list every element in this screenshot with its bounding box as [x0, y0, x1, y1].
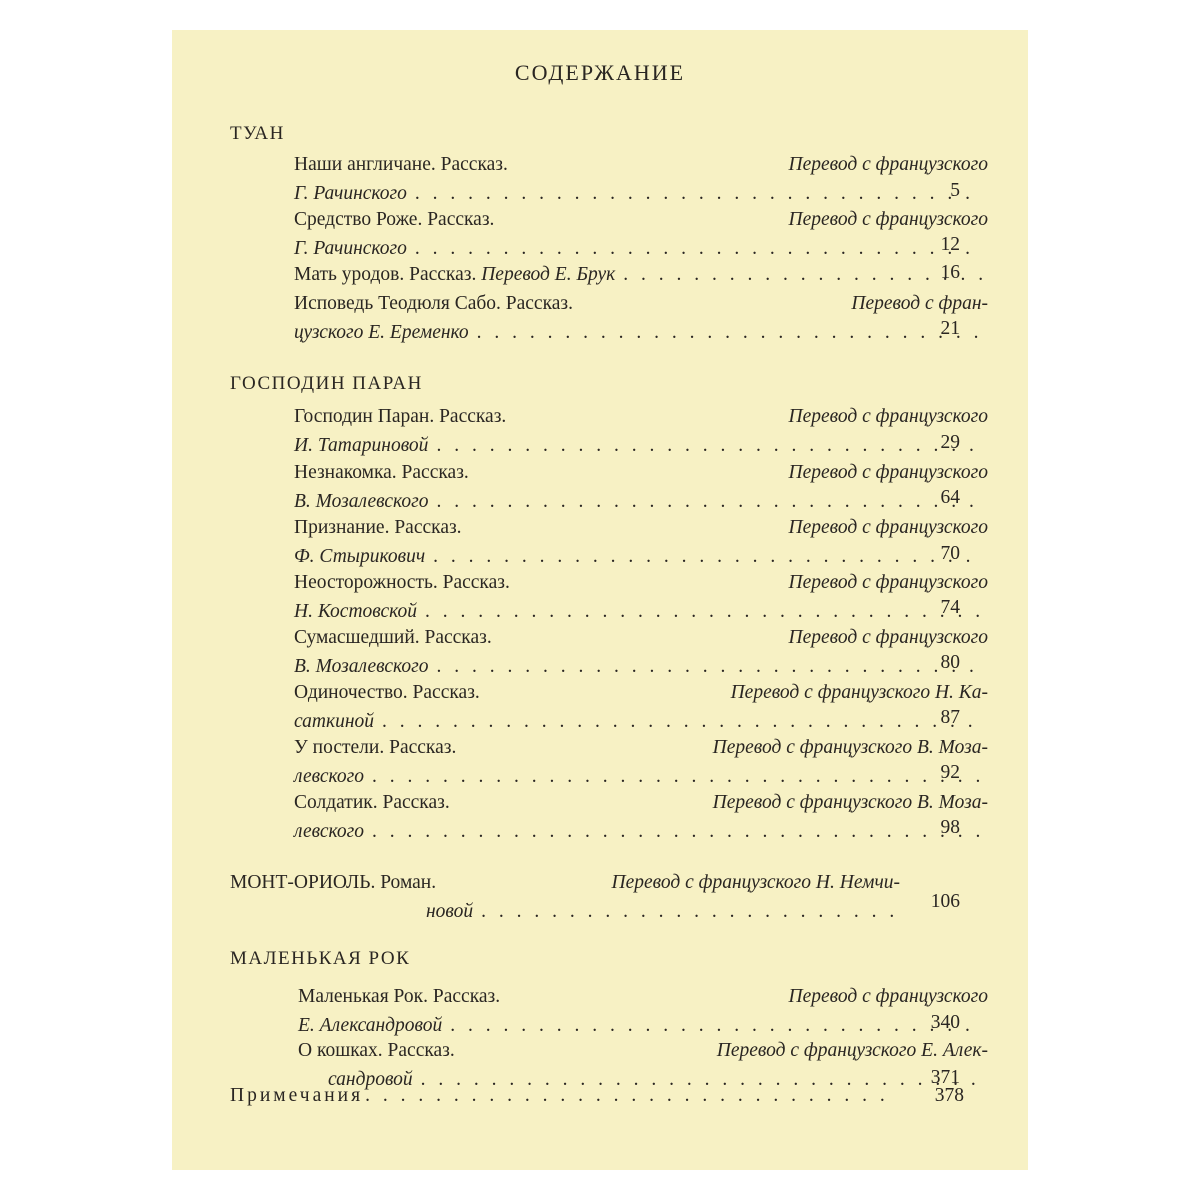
- section-heading: МАЛЕНЬКАЯ РОК: [230, 948, 411, 969]
- entry-translator: Перевод с французского: [788, 627, 988, 648]
- entry-title: Средство Роже. Рассказ.: [294, 209, 495, 230]
- toc-entry: [294, 150, 988, 208]
- leader-dots: [365, 1085, 896, 1107]
- book-page: [172, 30, 1028, 1170]
- leader-dots: [382, 707, 982, 736]
- toc-entry: [294, 678, 988, 736]
- page-number: 98: [940, 817, 960, 838]
- entry-title: Незнакомка. Рассказ.: [294, 462, 469, 483]
- entry-title: У постели. Рассказ.: [294, 737, 457, 758]
- entry-continuation: И. Татариновой: [294, 435, 429, 456]
- entry-translator: Перевод с французского: [788, 462, 988, 483]
- page-number: 12: [940, 234, 960, 255]
- toc-entry: [294, 513, 988, 571]
- page-number: 16: [940, 262, 960, 283]
- entry-continuation: цузского Е. Еременко: [294, 322, 469, 343]
- entry-continuation: Г. Рачинского: [294, 183, 407, 204]
- leader-dots: [372, 817, 982, 846]
- entry-continuation: новой: [426, 901, 474, 922]
- page-number: 74: [940, 597, 960, 618]
- entry-title: Исповедь Теодюля Сабо. Рассказ.: [294, 293, 573, 314]
- leader-dots: [481, 897, 894, 926]
- entry-translator: Перевод с французского Н. Немчи-: [611, 872, 900, 893]
- page-number: 29: [940, 432, 960, 453]
- leader-dots: [415, 234, 982, 263]
- entry-continuation: левского: [294, 766, 364, 787]
- page-number: 87: [940, 707, 960, 728]
- entry-continuation: Е. Александровой: [298, 1015, 443, 1036]
- toc-entry: [294, 788, 988, 846]
- entry-translator: Перевод с французского В. Моза-: [712, 792, 988, 813]
- entry-title: Солдатик. Рассказ.: [294, 792, 450, 813]
- page-number: 64: [940, 487, 960, 508]
- toc-entry-notes: [230, 1085, 964, 1107]
- entry-title: О кошках. Рассказ.: [298, 1040, 455, 1061]
- page-number: 378: [934, 1085, 964, 1106]
- entry-continuation: сандровой: [328, 1069, 413, 1090]
- entry-title: МОНТ-ОРИОЛЬ. Роман.: [230, 872, 437, 893]
- entry-continuation: В. Мозалевского: [294, 656, 429, 677]
- entry-translator: Перевод Е. Брук: [481, 264, 616, 285]
- toc-entry: [294, 458, 988, 516]
- entry-translator: Перевод с французского: [788, 986, 988, 1007]
- page-number: 340: [930, 1012, 960, 1033]
- leader-dots: [415, 179, 982, 208]
- entry-translator: Перевод с французского: [788, 406, 988, 427]
- toc-entry: [294, 289, 988, 347]
- entry-translator: Перевод с фран-: [851, 293, 988, 314]
- entry-title: Неосторожность. Рассказ.: [294, 572, 510, 593]
- page-number: 106: [930, 891, 960, 912]
- entry-title: Маленькая Рок. Рассказ.: [298, 986, 501, 1007]
- toc-entry: [294, 205, 988, 263]
- entry-title: Наши англичане. Рассказ.: [294, 154, 508, 175]
- entry-title: Мать уродов. Рассказ.: [294, 264, 477, 285]
- entry-continuation: саткиной: [294, 711, 375, 732]
- entry-translator: Перевод с французского Н. Ка-: [730, 682, 988, 703]
- toc-entry: [298, 982, 988, 1040]
- toc-entry: [294, 402, 988, 460]
- entry-translator: Перевод с французского: [788, 154, 988, 175]
- page-title: СОДЕРЖАНИЕ: [514, 60, 686, 85]
- toc-entry: [294, 260, 988, 289]
- toc-entry: [294, 623, 988, 681]
- entry-title: Сумасшедший. Рассказ.: [294, 627, 492, 648]
- entry-continuation: левского: [294, 821, 364, 842]
- toc-entry: [294, 733, 988, 791]
- entry-title: Признание. Рассказ.: [294, 517, 462, 538]
- leader-dots: [372, 762, 982, 791]
- entry-translator: Перевод с французского В. Моза-: [712, 737, 988, 758]
- entry-continuation: Ф. Стырикович: [294, 546, 426, 567]
- page-number: 5: [950, 180, 960, 201]
- toc-entry: [294, 568, 988, 626]
- section-heading: ГОСПОДИН ПАРАН: [230, 373, 423, 394]
- entry-title: Примечания: [230, 1085, 364, 1106]
- toc-entry-novel: [230, 868, 900, 926]
- entry-translator: Перевод с французского: [788, 572, 988, 593]
- entry-translator: Перевод с французского: [788, 517, 988, 538]
- page-number: 92: [940, 762, 960, 783]
- entry-translator: Перевод с французского: [788, 209, 988, 230]
- page-number: 80: [940, 652, 960, 673]
- entry-continuation: В. Мозалевского: [294, 491, 429, 512]
- section-heading: ТУАН: [230, 123, 285, 144]
- entry-continuation: Н. Костовской: [294, 601, 418, 622]
- page-number: 21: [940, 318, 960, 339]
- entry-continuation: Г. Рачинского: [294, 238, 407, 259]
- page-number: 371: [930, 1067, 960, 1088]
- entry-title: Одиночество. Рассказ.: [294, 682, 480, 703]
- entry-translator: Перевод с французского Е. Алек-: [716, 1040, 988, 1061]
- page-number: 70: [940, 543, 960, 564]
- entry-title: Господин Паран. Рассказ.: [294, 406, 507, 427]
